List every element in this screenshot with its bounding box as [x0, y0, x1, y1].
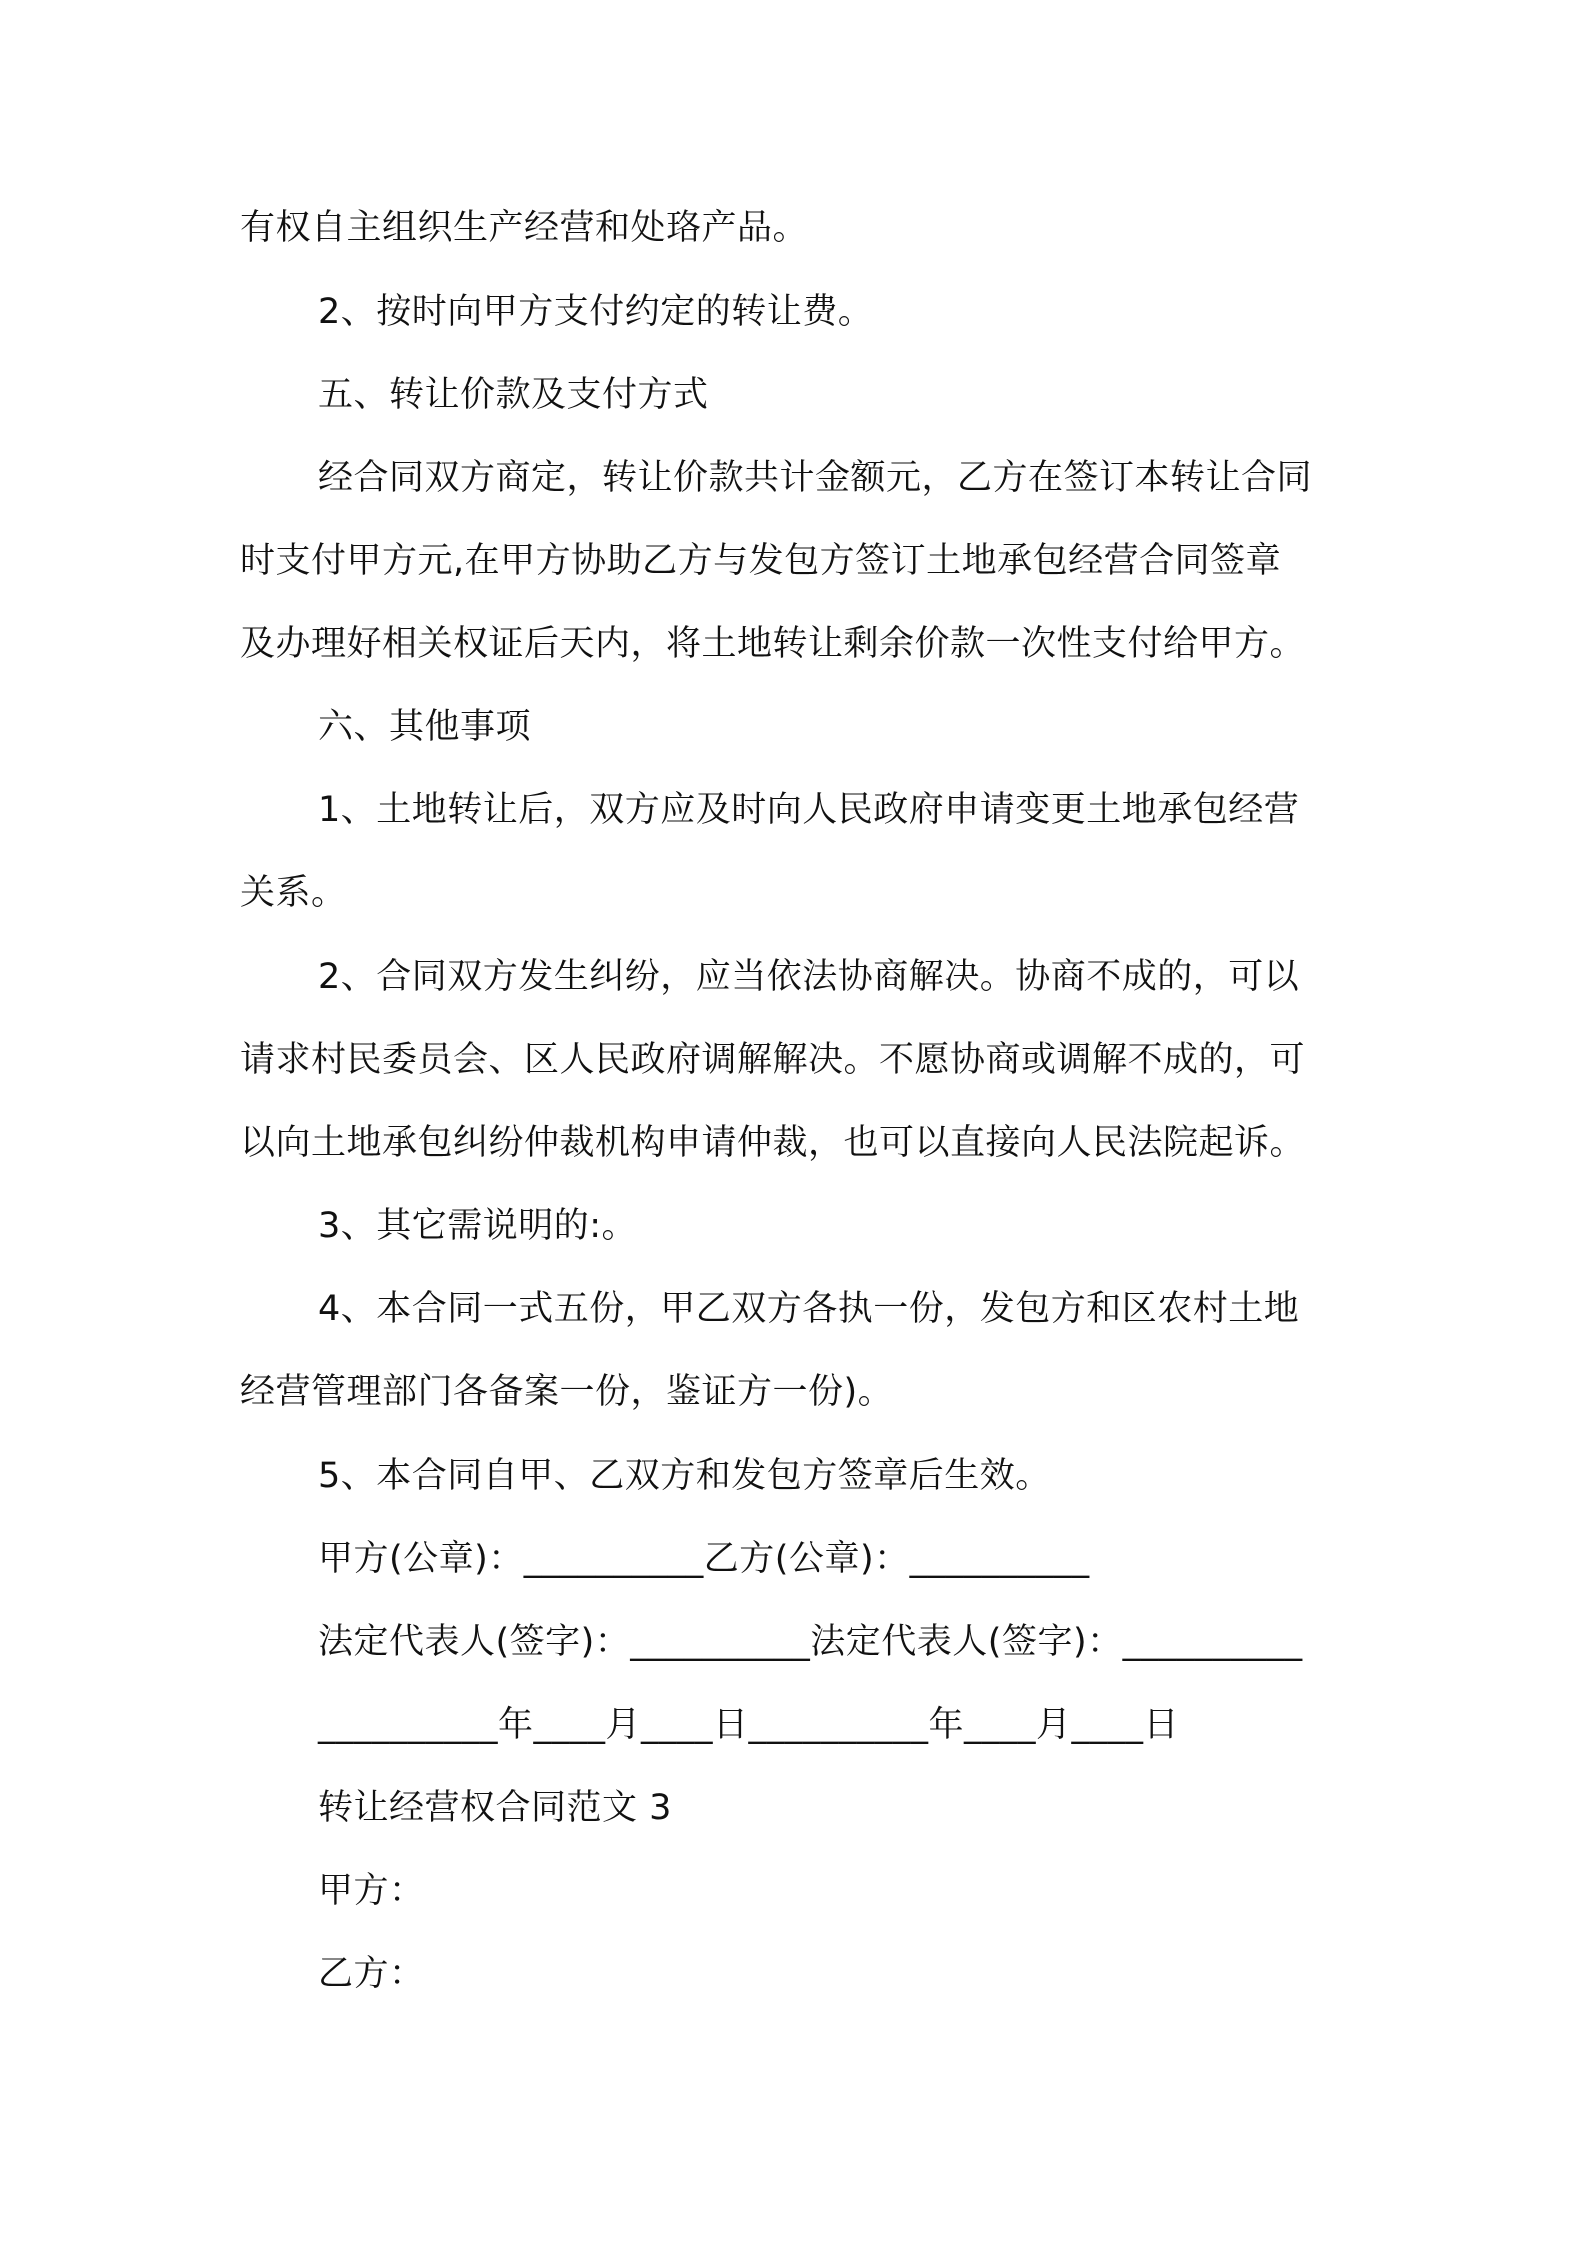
signature-line-representative: 法定代表人(签字)：__________法定代表人(签字)：__________ — [318, 1622, 1303, 1662]
clause-line: 1、土地转让后，双方应及时向人民政府申请变更土地承包经营 — [318, 790, 1300, 830]
party-b-label: 乙方： — [318, 1954, 425, 1994]
clause-line: 4、本合同一式五份，甲乙双方各执一份，发包方和区农村土地 — [318, 1289, 1300, 1329]
paragraph-line: 以向土地承包纠纷仲裁机构申请仲裁，也可以直接向人民法院起诉。 — [240, 1123, 1306, 1163]
paragraph-line: 有权自主组织生产经营和处珞产品。 — [240, 208, 809, 248]
clause-line: 2、合同双方发生纠纷，应当依法协商解决。协商不成的，可以 — [318, 957, 1300, 997]
signature-line-date: __________年____月____日__________年____月____日 — [318, 1705, 1180, 1745]
paragraph-line: 关系。 — [240, 873, 347, 913]
clause-line: 5、本合同自甲、乙双方和发包方签章后生效。 — [318, 1456, 1051, 1496]
paragraph-line: 及办理好相关权证后天内，将土地转让剩余价款一次性支付给甲方。 — [240, 624, 1306, 664]
section-heading: 六、其他事项 — [318, 707, 532, 747]
document-subtitle: 转让经营权合同范文 3 — [318, 1788, 672, 1828]
clause-line: 3、其它需说明的:。 — [318, 1206, 638, 1246]
section-heading: 五、转让价款及支付方式 — [318, 375, 709, 415]
party-a-label: 甲方： — [318, 1871, 425, 1911]
clause-line: 2、按时向甲方支付约定的转让费。 — [318, 292, 874, 332]
paragraph-line: 经合同双方商定，转让价款共计金额元，乙方在签订本转让合同 — [318, 458, 1313, 498]
paragraph-line: 时支付甲方元,在甲方协助乙方与发包方签订土地承包经营合同签章 — [240, 541, 1282, 581]
paragraph-line: 经营管理部门各备案一份，鉴证方一份)。 — [240, 1372, 894, 1412]
paragraph-line: 请求村民委员会、区人民政府调解解决。不愿协商或调解不成的，可 — [240, 1040, 1306, 1080]
signature-line-seal: 甲方(公章)：__________乙方(公章)：__________ — [318, 1539, 1090, 1579]
